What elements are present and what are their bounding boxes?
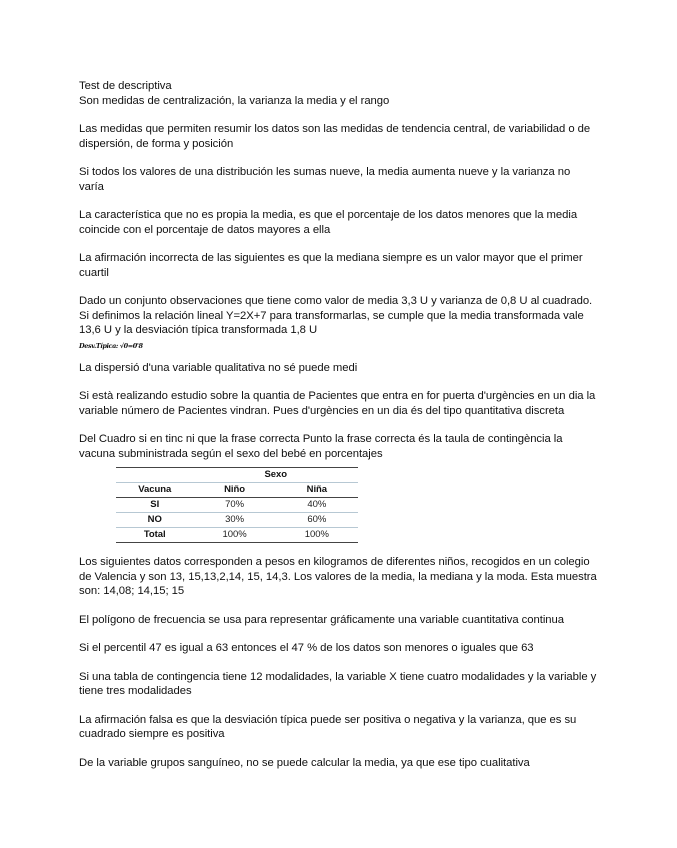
table-column-header: Niño <box>193 483 275 498</box>
table-row <box>116 498 358 513</box>
table-row <box>116 513 358 528</box>
statement-2: Las medidas que permiten resumir los datos son las medidas de tendencia central, de variabilidad o de dispersión, de forma y posición <box>79 123 591 150</box>
table-group-header-row <box>116 468 358 483</box>
statement-6: Dado un conjunto observaciones que tiene como valor de media 3,3 U y varianza de 0,8 U al cuadrado. Si definimos la relación lineal Y=2X+7 para transformarlas, se cumple que la media transformada vale 13,6 U y la desviación típica transformada 1,8 U <box>79 295 593 336</box>
table-cell: 60% <box>276 513 358 528</box>
table-row-label: SI <box>116 498 193 513</box>
statement-1: Son medidas de centralización, la varianza la media y el rango <box>79 94 390 107</box>
table-cell: 70% <box>193 498 275 513</box>
table-cell: 30% <box>193 513 275 528</box>
table-row-label: Total <box>116 528 193 543</box>
statement-5: La afirmación incorrecta de las siguientes es que la mediana siempre es un valor mayor que el primer cuartil <box>79 252 583 279</box>
statement-7: La dispersió d'una variable qualitativa no sé puede medi <box>79 361 358 374</box>
table-corner-cell <box>116 468 193 483</box>
statement-4: La característica que no es propia la media, es que el porcentaje de los datos menores que la media coincide con el porcentaje de datos mayores a ella <box>79 209 578 236</box>
table-row <box>116 528 358 543</box>
table-cell: 100% <box>276 528 358 543</box>
statement-11: El polígono de frecuencia se usa para representar gráficamente una variable cuantitativa continua <box>79 613 564 626</box>
table-group-header: Sexo <box>193 468 358 483</box>
table-row-label: NO <box>116 513 193 528</box>
statement-9: Del Cuadro si en tinc ni que la frase correcta Punto la frase correcta és la taula de contingència la vacuna subministrada según el sexo del bebé en porcentajes <box>79 433 563 460</box>
statement-12: Si el percentil 47 es igual a 63 entonces el 47 % de los datos son menores o iguales que 63 <box>79 642 534 654</box>
statement-10: Los siguientes datos corresponden a pesos en kilogramos de diferentes niños, recogidos en un colegio de Valencia y son 13, 15,13,2,14, 15, 14,3. Los valores de la media, la mediana y la moda. Esta muestra son: 14,08; 14,15; 15 <box>79 556 597 597</box>
statement-14: La afirmación falsa es que la desviación típica puede ser positiva o negativa y la varianza, que es su cuadrado siempre es positiva <box>79 713 577 740</box>
statement-13: Si una tabla de contingencia tiene 12 modalidades, la variable X tiene cuatro modalidades y la variable y tiene tres modalidades <box>79 670 597 697</box>
table-cell: 40% <box>276 498 358 513</box>
statement-3: Si todos los valores de una distribución les sumas nueve, la media aumenta nueve y la varianza no varía <box>79 166 571 193</box>
handwritten-note: Desv.Típica: √0=0'8 <box>79 341 143 350</box>
table-column-header: Niña <box>276 483 358 498</box>
table-cell: 100% <box>193 528 275 543</box>
statement-8: Si està realizando estudio sobre la quantia de Pacientes que entra en for puerta d'urgències en un dia la variable número de Pacientes vindran. Pues d'urgències en un dia és del tipo quantitativa discreta <box>79 390 596 417</box>
table-column-header-row <box>116 483 358 498</box>
contingency-table <box>116 467 358 543</box>
statement-15: De la variable grupos sanguíneo, no se puede calcular la media, ya que ese tipo cualitativa <box>79 756 530 769</box>
document-title: Test de descriptiva <box>79 80 172 92</box>
table-row-header: Vacuna <box>116 483 193 498</box>
